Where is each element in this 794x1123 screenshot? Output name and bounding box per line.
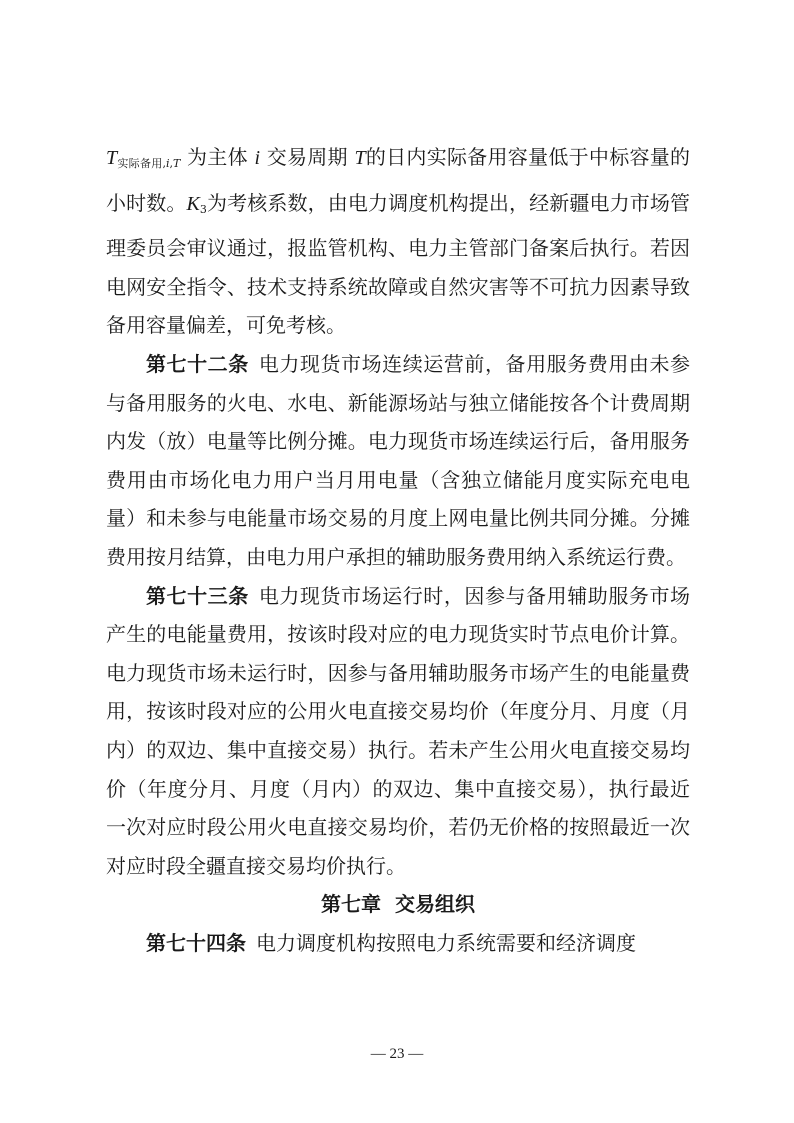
- article-74: [106, 924, 690, 963]
- variable-i: i: [254, 147, 261, 169]
- article-72-number: 第七十二条: [146, 351, 249, 376]
- variable-t-subscript: 实际备用,i,T: [117, 157, 181, 170]
- article-72-text: 电力现货市场连续运营前，备用服务费用由未参与备用服务的火电、水电、新能源场站与独立储能按各个计费周期内发（放）电量等比例分摊。电力现货市场连续运行后，备用服务费用由市场化电力用户当月用电量（含独立储能月度实际充电电量）和未参与电能量市场交易的月度上网电量比例共同分摊。分摊费用按月结算，由电力用户承担的辅助服务费用纳入系统运行费。: [106, 351, 691, 569]
- chapter-heading: 第七章 交易组织: [321, 892, 475, 917]
- article-74-number: 第七十四条: [146, 930, 246, 955]
- variable-k-subscript: 3: [199, 202, 207, 216]
- article-73-text: 电力现货市场运行时，因参与备用辅助服务市场产生的电能量费用，按该时段对应的电力现货实时节点电价计算。电力现货市场未运行时，因参与备用辅助服务市场产生的电能量费用，按该时段对应的公用火电直接交易均价（年度分月、月度（月内）的双边、集中直接交易）执行。若未产生公用火电直接交易均价（年度分月、月度（月内）的双边、集中直接交易），执行最近一次对应时段公用火电直接交易均价，若仍无价格的按照最近一次对应时段全疆直接交易均价执行。: [106, 583, 691, 878]
- article-72: [106, 345, 690, 577]
- variable-k: K: [186, 192, 200, 215]
- page-number: — 23 —: [370, 1046, 424, 1062]
- variable-t2: T: [354, 147, 366, 169]
- article-73: [106, 577, 690, 886]
- article-74-text: 电力调度机构按照电力系统需要和经济调度: [256, 930, 636, 955]
- variable-t: T: [106, 147, 118, 169]
- article-73-number: 第七十三条: [146, 583, 249, 608]
- intro-paragraph: $T_{实际备用,i,T}$ 为主体 i 交易周期 T的日内实际备用容量低于中标容量的小时数。$K_3$为考核系数，由电力调度机构提出，经新疆电力市场管理委员会审议通过，报监管机构、电力主管部门备案后执行。若因电网安全指令、技术支持系统故障或自然灾害等不可抗力因素导致备用容量偏差，可免考核。: [106, 145, 691, 338]
- body-text: [106, 138, 690, 962]
